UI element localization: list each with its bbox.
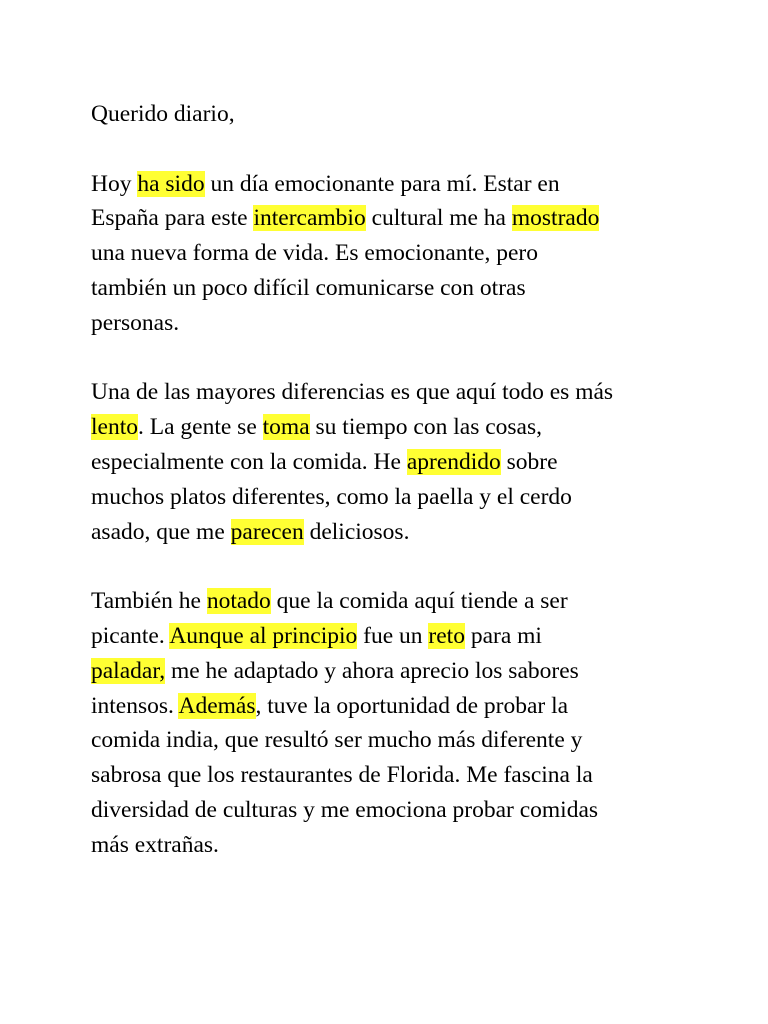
- text-segment: sobre: [500, 448, 558, 475]
- text-segment: comida india, que resultó ser mucho más diferente y: [91, 727, 583, 754]
- text-line: [91, 480, 691, 515]
- text-segment: intensos.: [91, 692, 179, 719]
- text-line: [91, 515, 691, 550]
- text-segment: Hoy: [91, 170, 138, 197]
- text-segment: cultural me ha: [365, 205, 512, 232]
- text-segment: , tuve la oportunidad de probar la: [255, 692, 569, 719]
- text-line: [91, 445, 691, 480]
- text-line: [91, 619, 691, 654]
- paragraph-3: [91, 584, 691, 862]
- text-segment: un día emocionante para mí. Estar en: [204, 170, 560, 197]
- text-segment: fue un: [357, 622, 429, 649]
- text-segment: su tiempo con las cosas,: [309, 414, 542, 441]
- text-segment: una nueva forma de vida. Es emocionante, pero: [91, 240, 538, 267]
- paragraph-2: [91, 375, 691, 549]
- text-segment: España para este: [91, 205, 254, 232]
- highlighted-word: ha sido: [137, 170, 205, 197]
- text-segment: diversidad de culturas y me emociona probar comidas: [91, 796, 599, 823]
- highlighted-word: toma: [262, 414, 310, 441]
- text-line: [91, 723, 691, 758]
- text-segment: me he adaptado y ahora aprecio los sabores: [165, 657, 579, 684]
- text-line: [91, 828, 691, 863]
- text-segment: para mi: [464, 622, 542, 649]
- text-segment: también un poco difícil comunicarse con otras: [91, 274, 526, 301]
- text-line: [91, 654, 691, 689]
- highlighted-word: aprendido: [406, 448, 501, 475]
- highlighted-word: lento: [91, 414, 138, 441]
- highlighted-word: paladar,: [91, 657, 166, 684]
- text-line: [91, 271, 691, 306]
- text-segment: Una de las mayores diferencias es que aquí todo es más: [91, 379, 614, 406]
- paragraph-1: [91, 167, 691, 341]
- highlighted-word: parecen: [230, 518, 304, 545]
- diary-paragraphs: [91, 132, 691, 863]
- text-segment: deliciosos.: [303, 518, 410, 545]
- text-line: [91, 306, 691, 341]
- text-segment: especialmente con la comida. He: [91, 448, 407, 475]
- text-line: [91, 689, 691, 724]
- paragraph-spacer: [91, 132, 691, 167]
- text-segment: . La gente se: [138, 414, 263, 441]
- paragraph-spacer: [91, 549, 691, 584]
- highlighted-word: Además: [178, 692, 256, 719]
- text-line: [91, 410, 691, 445]
- greeting-line: Querido diario,: [91, 101, 235, 127]
- highlighted-word: intercambio: [253, 205, 366, 232]
- text-segment: También he: [91, 588, 207, 615]
- text-segment: que la comida aquí tiende a ser: [270, 588, 568, 615]
- text-segment: picante.: [91, 622, 170, 649]
- text-segment: sabrosa que los restaurantes de Florida. Me fascina la: [91, 762, 593, 789]
- text-line: [91, 758, 691, 793]
- text-line: [91, 793, 691, 828]
- text-line: [91, 584, 691, 619]
- highlighted-word: reto: [428, 622, 465, 649]
- text-line: [91, 236, 691, 271]
- highlighted-word: mostrado: [511, 205, 600, 232]
- text-segment: personas.: [91, 309, 180, 336]
- text-line: [91, 375, 691, 410]
- highlighted-word: notado: [206, 588, 271, 615]
- highlighted-word: Aunque al principio: [169, 622, 358, 649]
- text-segment: muchos platos diferentes, como la paella y el cerdo: [91, 483, 572, 510]
- diary-entry: [91, 97, 691, 863]
- text-line: [91, 167, 691, 202]
- paragraph-spacer: [91, 341, 691, 376]
- text-line: [91, 201, 691, 236]
- text-segment: más extrañas.: [91, 831, 219, 858]
- text-segment: asado, que me: [91, 518, 231, 545]
